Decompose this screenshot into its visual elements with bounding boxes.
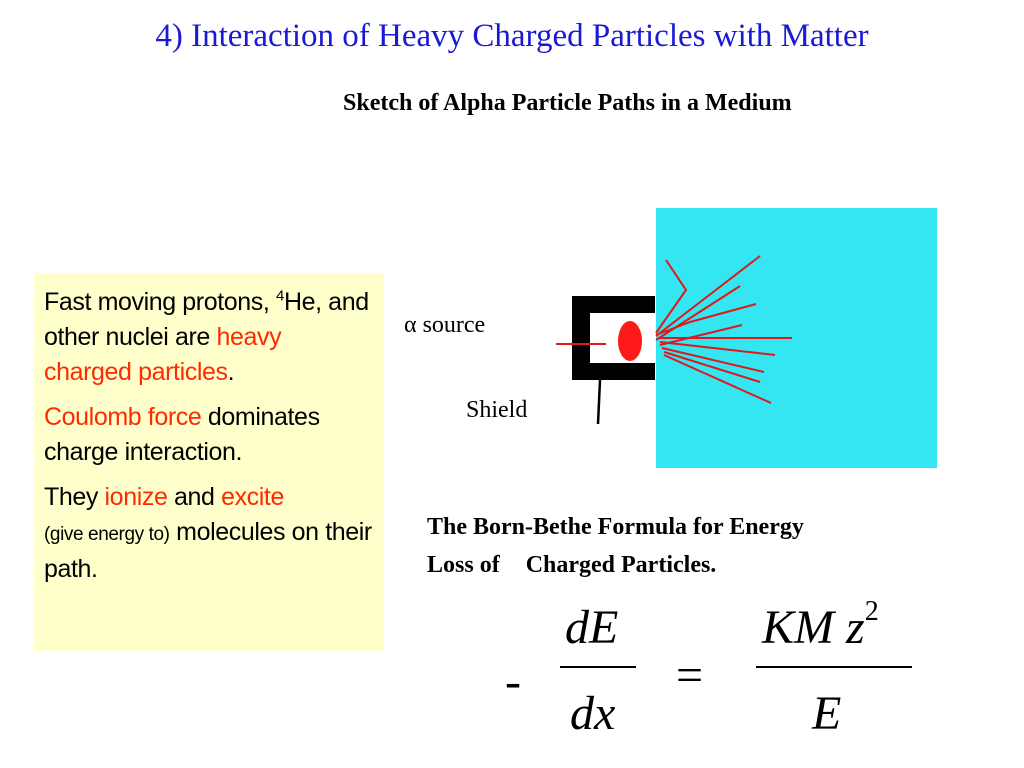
- formula-num-left: dE: [565, 601, 619, 654]
- text-he-nuclei: He, and other nuclei are: [44, 288, 369, 351]
- slide-title: 4) Interaction of Heavy Charged Particles with Matter: [155, 18, 869, 54]
- formula-exponent: 2: [864, 596, 879, 627]
- text-excite: excite: [221, 483, 284, 511]
- text-molecules: molecules on their path.: [44, 518, 372, 583]
- text-give-energy: (give energy to): [44, 524, 170, 545]
- track-10: [664, 355, 771, 403]
- formula-title-charged: Charged Particles.: [525, 552, 717, 578]
- formula-den-left: dx: [570, 687, 616, 740]
- shield-shape: [572, 296, 655, 380]
- text-heavy-charged-particles: heavy charged particles: [44, 323, 282, 386]
- formula-equals: =: [676, 649, 704, 702]
- track-1: [656, 260, 686, 333]
- alpha-source: [618, 321, 642, 361]
- text-dominates: dominates charge interaction.: [44, 403, 320, 466]
- formula-minus: -: [505, 655, 521, 708]
- formula-title: [427, 508, 987, 584]
- formula-kmz: KM z: [762, 601, 865, 654]
- formula-num-right: [762, 596, 879, 655]
- formula-title-loss: Loss of: [427, 552, 500, 578]
- text-ionize: ionize: [104, 483, 168, 511]
- text-fast-moving: Fast moving protons,: [44, 288, 276, 316]
- text-and: and: [167, 483, 222, 511]
- fraction-bar-right: [756, 666, 912, 668]
- formula-den-right: E: [812, 687, 842, 740]
- fraction-bar-left: [560, 666, 636, 668]
- text-period: .: [227, 358, 235, 386]
- shield-pointer-line: [598, 380, 600, 424]
- track-6: [660, 342, 775, 355]
- source-label: α source: [404, 312, 486, 338]
- diagram-subtitle: Sketch of Alpha Particle Paths in a Medium: [343, 90, 792, 116]
- text-coulomb-force: Coulomb force: [44, 403, 202, 431]
- formula-title-line1: The Born-Bethe Formula for Energy: [427, 514, 804, 540]
- particle-tracks: [656, 256, 792, 403]
- track-3: [656, 286, 740, 340]
- text-superscript-4: 4: [275, 287, 284, 305]
- text-they: They: [44, 483, 105, 511]
- shield-label: Shield: [466, 397, 528, 423]
